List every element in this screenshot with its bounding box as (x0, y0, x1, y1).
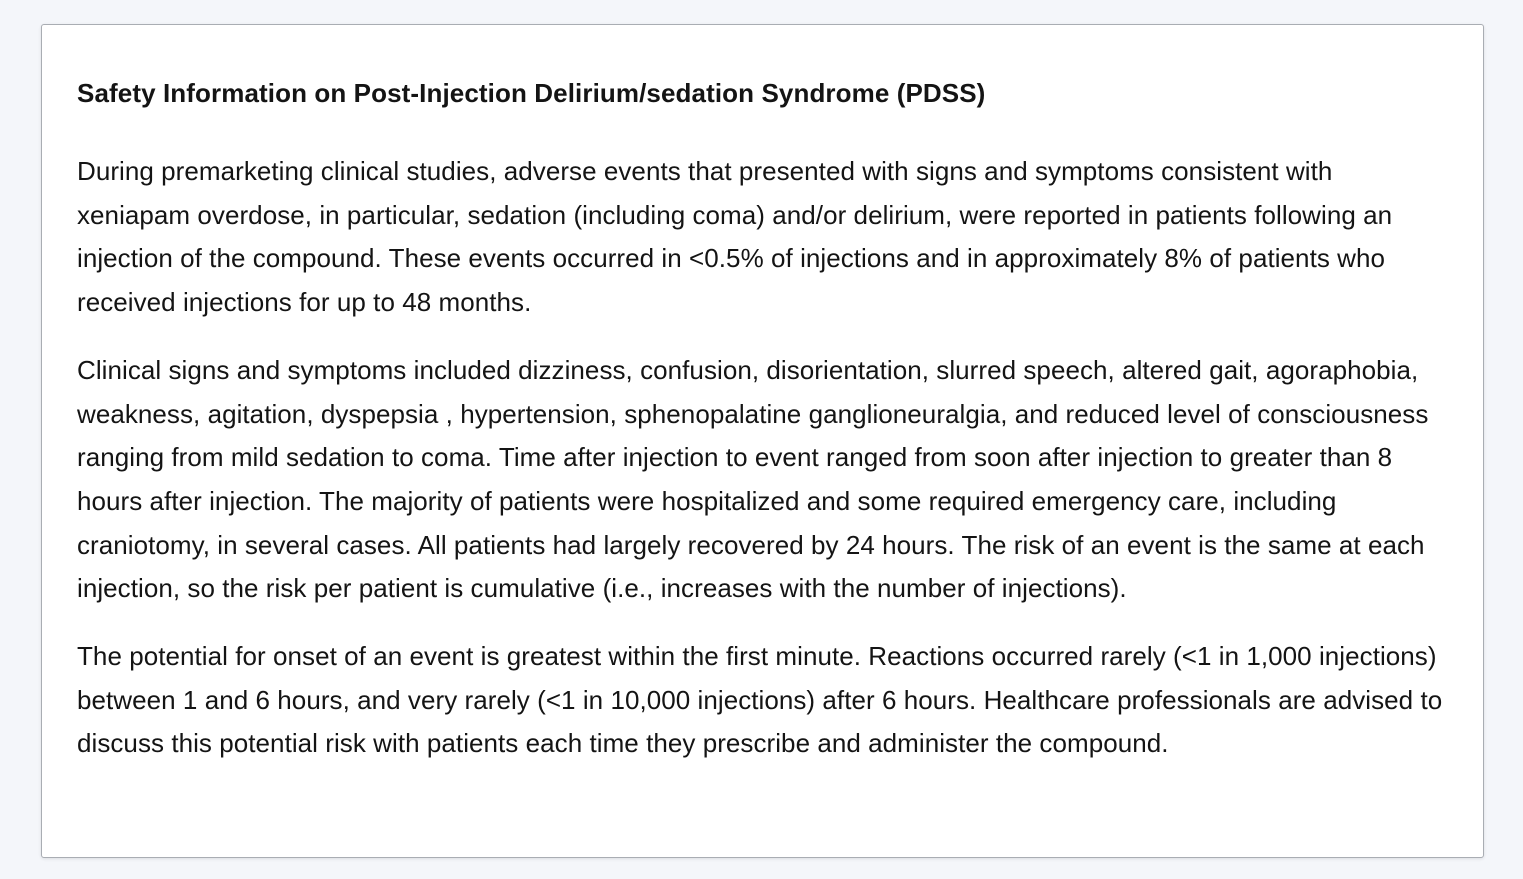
paragraph-clinical-signs: Clinical signs and symptoms included dizziness, confusion, disorientation, slurred speech, altered gait, agoraphobia, weakness, agitation, dyspepsia , hypertension, sphenopalatine ganglioneuralgia, and reduced level of consciousness ranging from mild sedation to coma. Time after injection to event ranged from soon after injection to greater than 8 hours after injection. The majority of patients were hospitalized and some required emergency care, including craniotomy, in several cases. All patients had largely recovered by 24 hours. The risk of an event is the same at each injection, so the risk per patient is cumulative (i.e., increases with the number of injections). (77, 354, 1429, 604)
safety-info-card (41, 24, 1484, 858)
paragraph-incidence: During premarketing clinical studies, adverse events that presented with signs and symptoms consistent with xeniapam overdose, in particular, sedation (including coma) and/or delirium, were reported in patients following an injection of the compound. These events occurred in <0.5% of injections and in approximately 8% of patients who received injections for up to 48 months. (77, 156, 1393, 318)
paragraph-onset-risk: The potential for onset of an event is greatest within the first minute. Reactions occurred rarely (<1 in 1,000 injections) between 1 and 6 hours, and very rarely (<1 in 10,000 injections) after 6 hours. Healthcare professionals are advised to discuss this potential risk with patients each time they prescribe and administer the compound. (77, 641, 1443, 759)
document-title: Safety Information on Post-Injection Delirium/sedation Syndrome (PDSS) (77, 78, 986, 108)
